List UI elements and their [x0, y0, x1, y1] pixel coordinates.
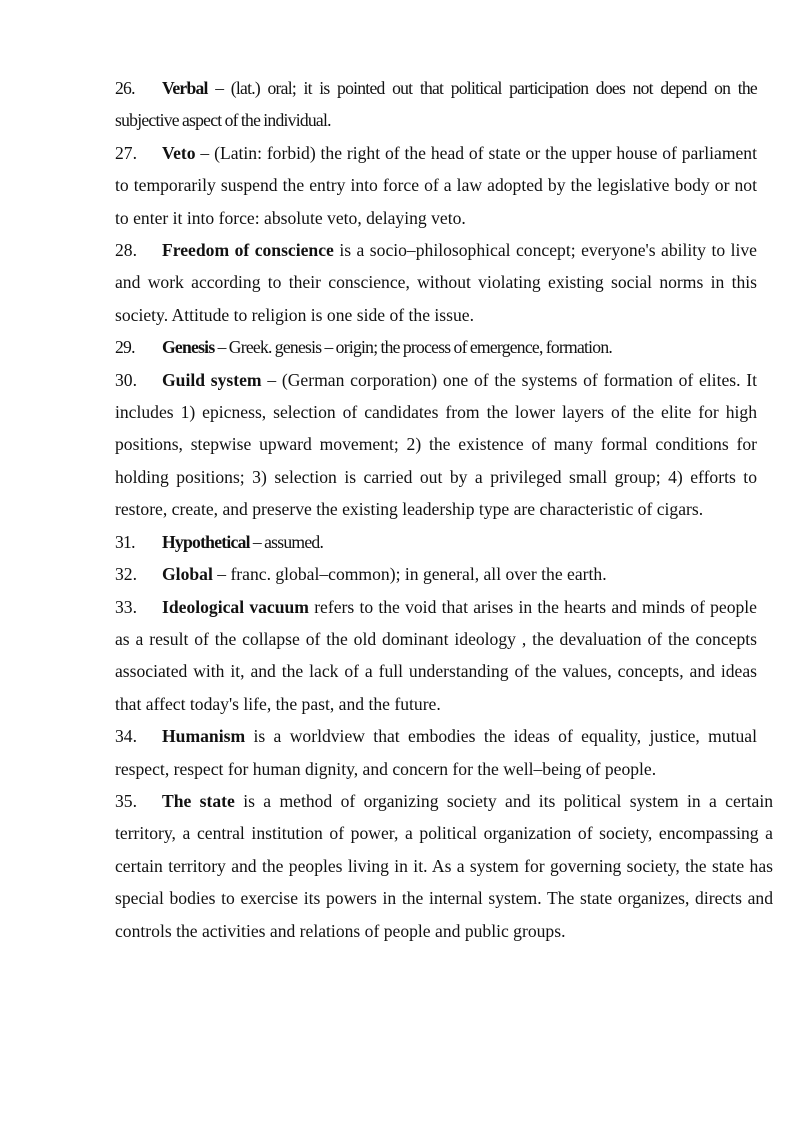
- entry-term: Global: [162, 564, 213, 585]
- entry-term: Freedom of conscience: [162, 240, 334, 261]
- entry-number: 31.: [115, 531, 135, 552]
- entry-term: Veto: [162, 142, 196, 163]
- glossary-entry-the-state: [115, 785, 773, 947]
- entry-term: Guild system: [162, 369, 262, 390]
- glossary-entry-guild-system: [115, 364, 757, 526]
- entry-definition: – (Latin: forbid) the right of the head of state or the upper house of parliament to temporarily suspend the entry into force of a law adopted by the legislative body or not to enter it into force: absolute veto, delaying veto.: [115, 142, 757, 228]
- entry-definition: is a worldview that embodies the ideas of equality, justice, mutual respect, respect for human dignity, and concern for the well–being of people.: [115, 726, 757, 779]
- entry-number: 34.: [115, 726, 137, 747]
- entry-term: Hypothetical: [162, 531, 250, 552]
- entry-term: The state: [162, 790, 235, 811]
- entry-number: 35.: [115, 790, 137, 811]
- entry-number: 26.: [115, 78, 135, 98]
- entry-definition: is a socio–philosophical concept; everyone's ability to live and work according to their conscience, without violating existing social norms in this society. Attitude to religion is one side of the issue.: [115, 240, 757, 325]
- glossary-entry-veto: [115, 137, 757, 234]
- glossary-entry-freedom-of-conscience: [115, 234, 757, 331]
- entry-term: Verbal: [162, 78, 208, 98]
- entry-term: Genesis: [162, 337, 215, 358]
- entry-definition: is a method of organizing society and its political system in a certain territory, a central institution of power, a political organization of society, encompassing a certain territory and the peoples living in it. As a system for governing society, the state has special bodies to exercise its powers in the internal system. The state organizes, directs and controls the activities and relations of people and public groups.: [115, 790, 774, 941]
- entry-definition: – Greek. genesis – origin; the process of emergence, formation.: [214, 337, 613, 358]
- glossary-entry-verbal: [115, 72, 757, 137]
- glossary-entry-global: [115, 558, 757, 590]
- glossary-entry-humanism: [115, 720, 757, 785]
- entry-definition: – (German corporation) one of the systems of formation of elites. It includes 1) epicness, selection of candidates from the lower layers of the elite for high positions, stepwise upward movement; 2) the existence of many formal conditions for holding positions; 3) selection is carried out by a privileged small group; 4) efforts to restore, create, and preserve the existing leadership type are characteristic of cigars.: [115, 369, 757, 520]
- entry-definition: refers to the void that arises in the hearts and minds of people as a result of the collapse of the old dominant ideology , the devaluation of the concepts associated with it, and the lack of a full understanding of the values, concepts, and ideas that affect today's life, the past, and the future.: [115, 596, 757, 714]
- glossary-page: [115, 72, 774, 947]
- entry-definition: – franc. global–common); in general, all over the earth.: [212, 564, 607, 585]
- entry-definition: – assumed.: [249, 531, 324, 552]
- entry-number: 33.: [115, 596, 137, 617]
- entry-number: 27.: [115, 142, 137, 163]
- entry-term: Ideological vacuum: [162, 596, 309, 617]
- entry-number: 29.: [115, 337, 135, 358]
- glossary-entry-ideological-vacuum: [115, 591, 757, 721]
- entry-number: 28.: [115, 240, 137, 261]
- glossary-entry-genesis: [115, 331, 757, 363]
- glossary-entry-hypothetical: [115, 526, 757, 558]
- entry-number: 32.: [115, 564, 137, 585]
- entry-definition: – (lat.) oral; it is pointed out that political participation does not depend on the subjective aspect of the individual.: [115, 78, 757, 131]
- entry-term: Humanism: [162, 726, 246, 747]
- entry-number: 30.: [115, 369, 137, 390]
